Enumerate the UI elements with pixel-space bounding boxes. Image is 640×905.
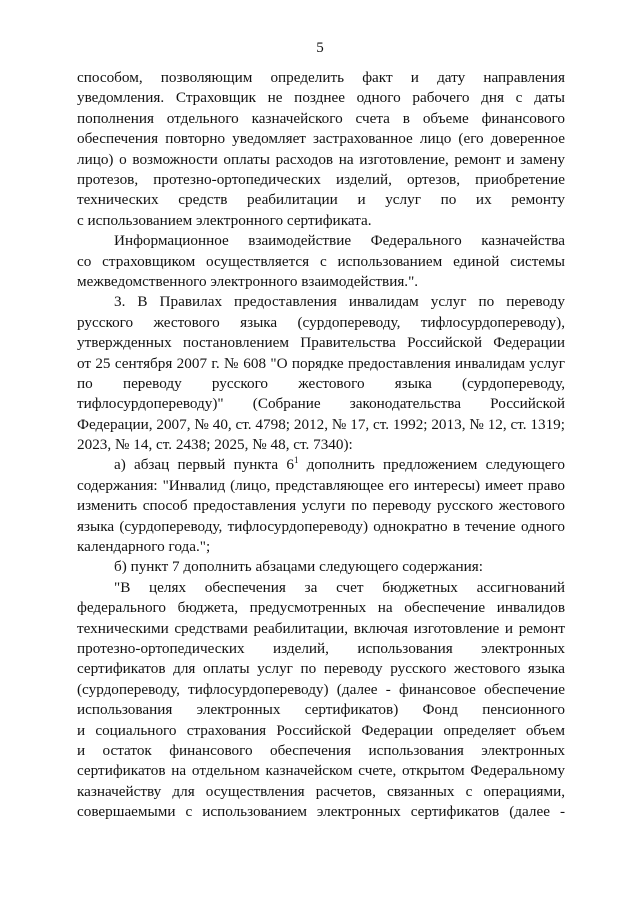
paragraph-p6 xyxy=(77,578,565,823)
line-text: а) абзац первый пункта 6 xyxy=(114,456,294,474)
text-line xyxy=(77,272,565,292)
text-line xyxy=(77,517,565,537)
text-line xyxy=(77,88,565,108)
line-text: и социального страхования Российской Федерации определяет объем xyxy=(77,721,565,739)
text-line xyxy=(77,313,565,333)
line-text: тифлосурдопереводу)" (Собрание законодательства Российской xyxy=(77,395,565,413)
text-line xyxy=(77,455,565,475)
line-text: со страховщиком осуществляется с использованием единой системы xyxy=(77,252,565,270)
text-line xyxy=(77,292,565,312)
line-text: сертификатов для оплаты услуг по переводу русского жестового языка xyxy=(77,660,565,678)
text-line xyxy=(77,578,565,598)
line-text: изменить способ предоставления услуги по переводу русского жестового xyxy=(77,497,565,515)
text-line xyxy=(77,374,565,394)
line-text: федерального бюджета, предусмотренных на обеспечение инвалидов xyxy=(77,599,565,617)
line-text: казначейству для осуществления расчетов, связанных с операциями, xyxy=(77,782,565,800)
line-text: протезов, протезно-ортопедических изделий, ортезов, приобретение xyxy=(77,170,565,188)
text-line xyxy=(77,109,565,129)
text-line xyxy=(77,639,565,659)
text-line xyxy=(77,211,565,231)
text-line xyxy=(77,659,565,679)
text-line xyxy=(77,415,565,435)
line-text: календарного года."; xyxy=(77,538,211,556)
line-text: способом, позволяющим определить факт и дату направления xyxy=(77,69,565,86)
text-line xyxy=(77,782,565,802)
text-line xyxy=(77,150,565,170)
text-line xyxy=(77,537,565,557)
line-text: использования электронных сертификатов) Фонд пенсионного xyxy=(77,701,565,719)
text-line xyxy=(77,721,565,741)
text-line xyxy=(77,802,565,822)
text-line xyxy=(77,476,565,496)
page-number: 5 xyxy=(316,40,324,56)
text-line xyxy=(77,129,565,149)
paragraph-p1 xyxy=(77,68,565,231)
text-line xyxy=(77,496,565,516)
line-text: уведомления. Страховщик не позднее одного рабочего дня с даты xyxy=(77,89,565,107)
text-line xyxy=(77,333,565,353)
line-text: (сурдопереводу, тифлосурдопереводу) (далее - финансовое обеспечение xyxy=(77,680,565,698)
line-text: по переводу русского жестового языка (сурдопереводу, xyxy=(77,374,565,392)
text-line xyxy=(77,557,565,577)
text-line xyxy=(77,354,565,374)
line-text: 3. В Правилах предоставления инвалидам услуг по переводу xyxy=(114,293,565,311)
line-text: и остаток финансового обеспечения использования электронных xyxy=(77,741,565,759)
line-text-tail: дополнить предложением следующего xyxy=(298,456,565,474)
text-line xyxy=(77,761,565,781)
line-text: техническими средствами реабилитации, включая изготовление и ремонт xyxy=(77,619,565,637)
line-text: с использованием электронного сертификата. xyxy=(77,211,372,229)
text-line xyxy=(77,741,565,761)
text-line xyxy=(77,252,565,272)
paragraph-p4 xyxy=(77,455,565,557)
superscript: 1 xyxy=(293,455,299,466)
line-text: технических средств реабилитации и услуг по их ремонту xyxy=(77,191,565,209)
line-text: межведомственного электронного взаимодействия.". xyxy=(77,272,419,290)
paragraph-p3 xyxy=(77,292,565,455)
line-text: языка (сурдопереводу, тифлосурдопереводу) однократно в течение одного xyxy=(77,517,565,535)
text-line xyxy=(77,394,565,414)
line-text: содержания: "Инвалид (лицо, представляющее его интересы) имеет право xyxy=(77,476,565,494)
line-text: протезно-ортопедических изделий, использования электронных xyxy=(77,640,565,658)
text-line xyxy=(77,435,565,455)
text-line xyxy=(77,619,565,639)
line-text: Информационное взаимодействие Федерального казначейства xyxy=(114,232,565,250)
line-text: сертификатов на отдельном казначейском счете, открытом Федеральному xyxy=(77,762,565,780)
text-line xyxy=(77,700,565,720)
line-text: "В целях обеспечения за счет бюджетных ассигнований xyxy=(114,578,565,596)
line-text: лицо) о возможности оплаты расходов на изготовление, ремонт и замену xyxy=(77,150,565,168)
line-text: Федерации, 2007, № 40, ст. 4798; 2012, № 17, ст. 1992; 2013, № 12, ст. 1319; xyxy=(77,415,565,433)
text-line xyxy=(77,680,565,700)
text-line xyxy=(77,170,565,190)
text-line xyxy=(77,68,565,88)
text-line xyxy=(77,231,565,251)
text-line xyxy=(77,598,565,618)
line-text: утвержденных постановлением Правительства Российской Федерации xyxy=(77,334,565,352)
paragraph-p5 xyxy=(77,557,565,577)
document-body xyxy=(77,68,565,823)
line-text: совершаемыми с использованием электронных сертификатов (далее - xyxy=(77,803,565,821)
paragraph-p2 xyxy=(77,231,565,292)
line-text: 2023, № 14, ст. 2438; 2025, № 48, ст. 7340): xyxy=(77,436,353,454)
line-text: б) пункт 7 дополнить абзацами следующего содержания: xyxy=(114,558,483,576)
text-line xyxy=(77,190,565,210)
line-text: русского жестового языка (сурдопереводу, тифлосурдопереводу), xyxy=(77,313,565,331)
line-text: обеспечения повторно уведомляет застрахованное лицо (его доверенное xyxy=(77,130,565,148)
line-text: от 25 сентября 2007 г. № 608 "О порядке предоставления инвалидам услуг xyxy=(77,354,565,372)
line-text: пополнения отдельного казначейского счета в объеме финансового xyxy=(77,109,565,127)
